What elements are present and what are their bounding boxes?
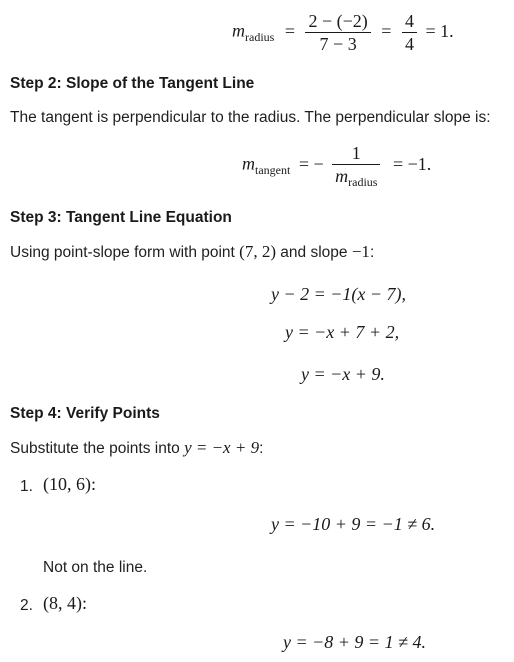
step1-radius-slope-equation (232, 10, 454, 55)
tangent-subscript: tangent (255, 162, 291, 177)
list-item-point-2: (8, 4): (43, 593, 87, 613)
slope-inline: −1 (351, 242, 370, 261)
step2-heading: Step 2: Slope of the Tangent Line (10, 75, 255, 92)
simplified-fraction (402, 10, 417, 55)
tangent-eq-line-3: y = −x + 9. (301, 364, 385, 384)
equals-sign: = (284, 20, 295, 41)
line-equation-inline: y = −x + 9 (184, 438, 260, 457)
step2-text: The tangent is perpendicular to the radius. The perpendicular slope is: (10, 109, 491, 126)
fraction-denominator: $m_{radius}$ (335, 166, 378, 189)
point-inline: (7, 2) (239, 242, 276, 261)
fraction-numerator: 1 (351, 143, 361, 163)
reciprocal-fraction (332, 142, 380, 189)
step4-text: Substitute the points into y = −x + 9: (10, 438, 264, 457)
list-item-point-1: (10, 6): (43, 474, 96, 494)
fraction-denominator-2: 4 (404, 34, 414, 54)
step4-heading: Step 4: Verify Points (10, 405, 160, 422)
result-value: = 1. (425, 20, 454, 41)
result-value: = −1. (392, 153, 432, 174)
step3-text: Using point-slope form with point (7, 2) and slope −1: (10, 242, 375, 261)
fraction-numerator-2: 4 (404, 11, 414, 31)
slope-fraction (305, 10, 370, 55)
fraction-numerator: 2 − (−2) (308, 11, 368, 31)
list-item-number-1: 1. (20, 478, 33, 495)
m-symbol: m (242, 153, 255, 174)
tangent-eq-line-1: y − 2 = −1(x − 7), (271, 284, 407, 304)
verify-note-1: Not on the line. (43, 559, 148, 576)
verify-eq-1: y = −10 + 9 = −1 ≠ 6. (271, 514, 436, 534)
step3-heading: Step 3: Tangent Line Equation (10, 209, 232, 226)
fraction-denominator: 7 − 3 (319, 34, 357, 54)
step2-tangent-slope-equation (242, 142, 431, 189)
m-symbol: m (232, 20, 245, 41)
verify-eq-2: y = −8 + 9 = 1 ≠ 4. (283, 632, 426, 652)
equals-minus: = − (298, 153, 324, 174)
equals-sign-2: = (381, 20, 392, 41)
tangent-eq-line-2: y = −x + 7 + 2, (285, 322, 400, 342)
radius-subscript: radius (245, 29, 275, 44)
list-item-number-2: 2. (20, 597, 33, 614)
